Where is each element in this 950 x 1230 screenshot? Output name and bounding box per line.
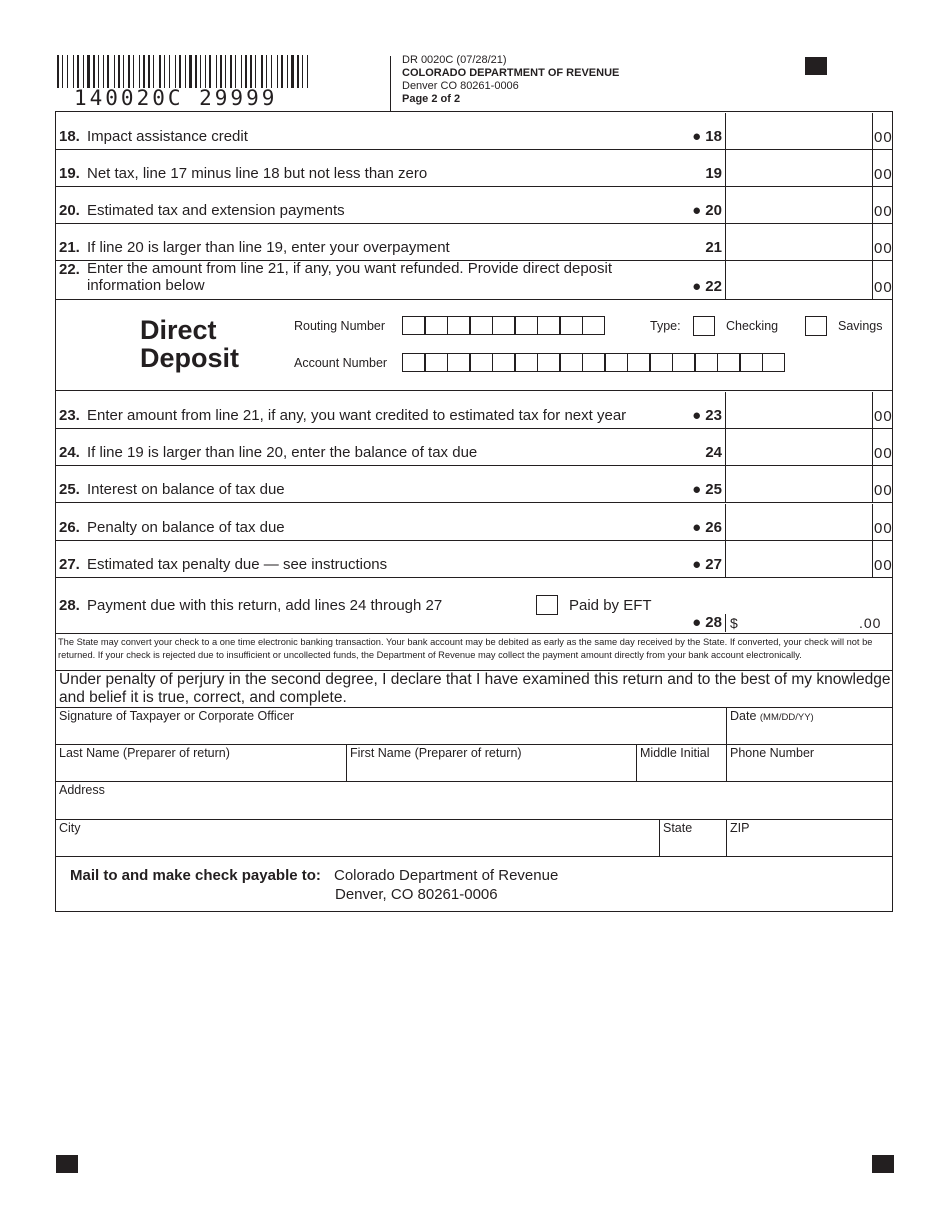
last-name-label: Last Name (Preparer of return) xyxy=(59,746,230,760)
line-27-row xyxy=(56,541,893,578)
account-digit-box[interactable] xyxy=(605,353,628,372)
line-20-row xyxy=(56,187,893,224)
line-19-amount-field[interactable] xyxy=(725,150,873,186)
line-21-row xyxy=(56,224,893,261)
cents-value: 00 xyxy=(874,408,893,425)
direct-deposit-title-line1: Direct xyxy=(140,315,217,345)
mail-address-line1: Colorado Department of Revenue xyxy=(334,867,559,884)
account-digit-box[interactable] xyxy=(492,353,515,372)
account-digit-box[interactable] xyxy=(447,353,470,372)
line-label: Estimated tax and extension payments xyxy=(87,202,345,219)
line-reference: ● 25 xyxy=(692,481,722,498)
line-reference: ● 27 xyxy=(692,556,722,573)
state-field[interactable] xyxy=(660,820,726,856)
line-reference: ● 23 xyxy=(692,407,722,424)
account-digit-box[interactable] xyxy=(695,353,718,372)
form-id: DR 0020C (07/28/21) xyxy=(402,54,507,66)
page-number: Page 2 of 2 xyxy=(402,93,461,105)
cents-value: 00 xyxy=(874,166,893,183)
line-26-amount-field[interactable] xyxy=(725,504,873,540)
city-field[interactable] xyxy=(56,820,659,856)
last-name-field[interactable] xyxy=(56,745,346,781)
line-18-row xyxy=(56,113,893,150)
date-field[interactable] xyxy=(727,708,893,744)
first-name-label: First Name (Preparer of return) xyxy=(350,746,522,760)
line-24-row xyxy=(56,429,893,466)
routing-digit-box[interactable] xyxy=(515,316,538,335)
header-divider xyxy=(390,56,391,111)
form-header xyxy=(402,54,619,106)
line-label: If line 19 is larger than line 20, enter the balance of tax due xyxy=(87,444,478,461)
account-digit-box[interactable] xyxy=(537,353,560,372)
checking-checkbox[interactable] xyxy=(693,316,715,336)
dollar-sign: $ xyxy=(730,615,738,631)
line-label: Interest on balance of tax due xyxy=(87,481,285,498)
line-number: 22. xyxy=(59,261,80,278)
line-number: 24. xyxy=(59,444,80,461)
address-field[interactable] xyxy=(56,782,893,819)
line-number: 23. xyxy=(59,407,80,424)
barcode xyxy=(57,55,309,88)
line-19-row xyxy=(56,150,893,187)
registration-mark xyxy=(872,1155,894,1173)
routing-number-label: Routing Number xyxy=(294,319,386,333)
checking-label: Checking xyxy=(726,319,779,333)
line-number: 21. xyxy=(59,239,80,256)
barcode-number: 140020C 29999 xyxy=(74,86,278,110)
middle-initial-label: Middle Initial xyxy=(640,746,710,760)
account-type-label: Type: xyxy=(650,319,681,333)
signature-field[interactable] xyxy=(56,708,726,744)
routing-digit-box[interactable] xyxy=(402,316,425,335)
line-reference: ● 26 xyxy=(692,519,722,536)
cents-value: 00 xyxy=(874,129,893,146)
line-reference: 19 xyxy=(705,165,722,182)
registration-mark xyxy=(805,57,827,75)
line-23-amount-field[interactable] xyxy=(725,392,873,428)
registration-mark xyxy=(56,1155,78,1173)
mail-to-label: Mail to and make check payable to: xyxy=(70,867,321,884)
line-label: Enter the amount from line 21, if any, you want refunded. Provide direct deposit xyxy=(87,260,613,277)
account-digit-box[interactable] xyxy=(740,353,763,372)
line-27-amount-field[interactable] xyxy=(725,541,873,577)
line-reference: ● 22 xyxy=(692,278,722,295)
line-label: Penalty on balance of tax due xyxy=(87,519,285,536)
line-24-amount-field[interactable] xyxy=(725,429,873,465)
account-digit-box[interactable] xyxy=(672,353,695,372)
account-digit-box[interactable] xyxy=(470,353,493,372)
line-label: Net tax, line 17 minus line 18 but not less than zero xyxy=(87,165,428,182)
line-28-row xyxy=(56,578,893,634)
line-reference: 24 xyxy=(705,444,722,461)
line-label: Impact assistance credit xyxy=(87,128,248,145)
paid-by-eft-label: Paid by EFT xyxy=(569,597,652,614)
cents-value: 00 xyxy=(874,240,893,257)
date-label xyxy=(730,709,814,723)
direct-deposit-title xyxy=(140,316,239,372)
line-18-amount-field[interactable] xyxy=(725,113,873,149)
line-25-amount-field[interactable] xyxy=(725,466,873,502)
line-22-amount-field[interactable] xyxy=(725,261,873,299)
line-number: 20. xyxy=(59,202,80,219)
cents-value: 00 xyxy=(874,482,893,499)
line-25-row xyxy=(56,466,893,503)
routing-digit-box[interactable] xyxy=(470,316,493,335)
cents-value: 00 xyxy=(874,445,893,462)
line-number: 18. xyxy=(59,128,80,145)
line-reference: ● 28 xyxy=(692,614,722,631)
phone-label: Phone Number xyxy=(730,746,815,760)
line-reference: ● 20 xyxy=(692,202,722,219)
account-digit-box[interactable] xyxy=(762,353,785,372)
cents-value: .00 xyxy=(859,615,882,631)
routing-digit-box[interactable] xyxy=(582,316,605,335)
first-name-field[interactable] xyxy=(347,745,636,781)
line-23-row xyxy=(56,392,893,429)
savings-label: Savings xyxy=(838,319,883,333)
state-label: State xyxy=(663,821,693,835)
signature-label: Signature of Taxpayer or Corporate Officer xyxy=(59,709,295,723)
account-number-label: Account Number xyxy=(294,356,388,370)
account-digit-box[interactable] xyxy=(582,353,605,372)
middle-initial-field[interactable] xyxy=(637,745,726,781)
routing-digit-box[interactable] xyxy=(492,316,515,335)
perjury-statement: Under penalty of perjury in the second degree, I declare that I have examined this return and to the best of my knowledge and belief it is true, correct, and complete. xyxy=(56,670,893,708)
zip-field[interactable] xyxy=(727,820,893,856)
cents-value: 00 xyxy=(874,520,893,537)
routing-digit-box[interactable] xyxy=(425,316,448,335)
account-digit-box[interactable] xyxy=(717,353,740,372)
cents-value: 00 xyxy=(874,279,893,296)
line-21-amount-field[interactable] xyxy=(725,224,873,260)
account-digit-box[interactable] xyxy=(402,353,425,372)
line-20-amount-field[interactable] xyxy=(725,187,873,223)
line-number: 27. xyxy=(59,556,80,573)
line-number: 19. xyxy=(59,165,80,182)
account-digit-box[interactable] xyxy=(627,353,650,372)
routing-digit-box[interactable] xyxy=(537,316,560,335)
direct-deposit-title-line2: Deposit xyxy=(140,343,240,373)
direct-deposit-section xyxy=(56,300,893,391)
line-22-row xyxy=(56,261,893,300)
cents-value: 00 xyxy=(874,203,893,220)
zip-label: ZIP xyxy=(730,821,750,835)
line-number: 25. xyxy=(59,481,80,498)
line-label: If line 20 is larger than line 19, enter your overpayment xyxy=(87,239,450,256)
check-conversion-notice: The State may convert your check to a one time electronic banking transaction. Your bank account may be debited as early as the same day received by the State. If converted, your check will not be returned. If your check is rejected due to insufficient or uncollected funds, the Department of Revenue may collect the payment amount directly from your bank account electronically. xyxy=(58,637,873,660)
account-digit-box[interactable] xyxy=(560,353,583,372)
mailing-instructions xyxy=(56,857,893,912)
date-format-hint: (MM/DD/YY) xyxy=(759,712,814,723)
address-label: Address xyxy=(59,783,105,797)
account-digit-box[interactable] xyxy=(425,353,448,372)
line-label: Payment due with this return, add lines 24 through 27 xyxy=(87,597,443,614)
line-number: 26. xyxy=(59,519,80,536)
account-digit-box[interactable] xyxy=(650,353,673,372)
line-label: Estimated tax penalty due — see instructions xyxy=(87,556,388,573)
mail-address-line2: Denver, CO 80261-0006 xyxy=(335,886,498,903)
phone-field[interactable] xyxy=(727,745,893,781)
line-reference: ● 18 xyxy=(692,128,722,145)
line-reference: 21 xyxy=(705,239,722,256)
date-label-text: Date xyxy=(730,709,757,723)
line-26-row xyxy=(56,504,893,541)
city-label: City xyxy=(59,821,81,835)
line-label: Enter amount from line 21, if any, you want credited to estimated tax for next year xyxy=(87,407,627,424)
routing-digit-box[interactable] xyxy=(447,316,470,335)
line-label-continued: information below xyxy=(87,277,205,294)
account-digit-box[interactable] xyxy=(515,353,538,372)
routing-digit-box[interactable] xyxy=(560,316,583,335)
line-number: 28. xyxy=(59,597,80,614)
department-name: COLORADO DEPARTMENT OF REVENUE xyxy=(402,67,620,79)
paid-by-eft-checkbox[interactable] xyxy=(536,595,558,615)
department-address: Denver CO 80261-0006 xyxy=(402,80,519,92)
cents-value: 00 xyxy=(874,557,893,574)
savings-checkbox[interactable] xyxy=(805,316,827,336)
